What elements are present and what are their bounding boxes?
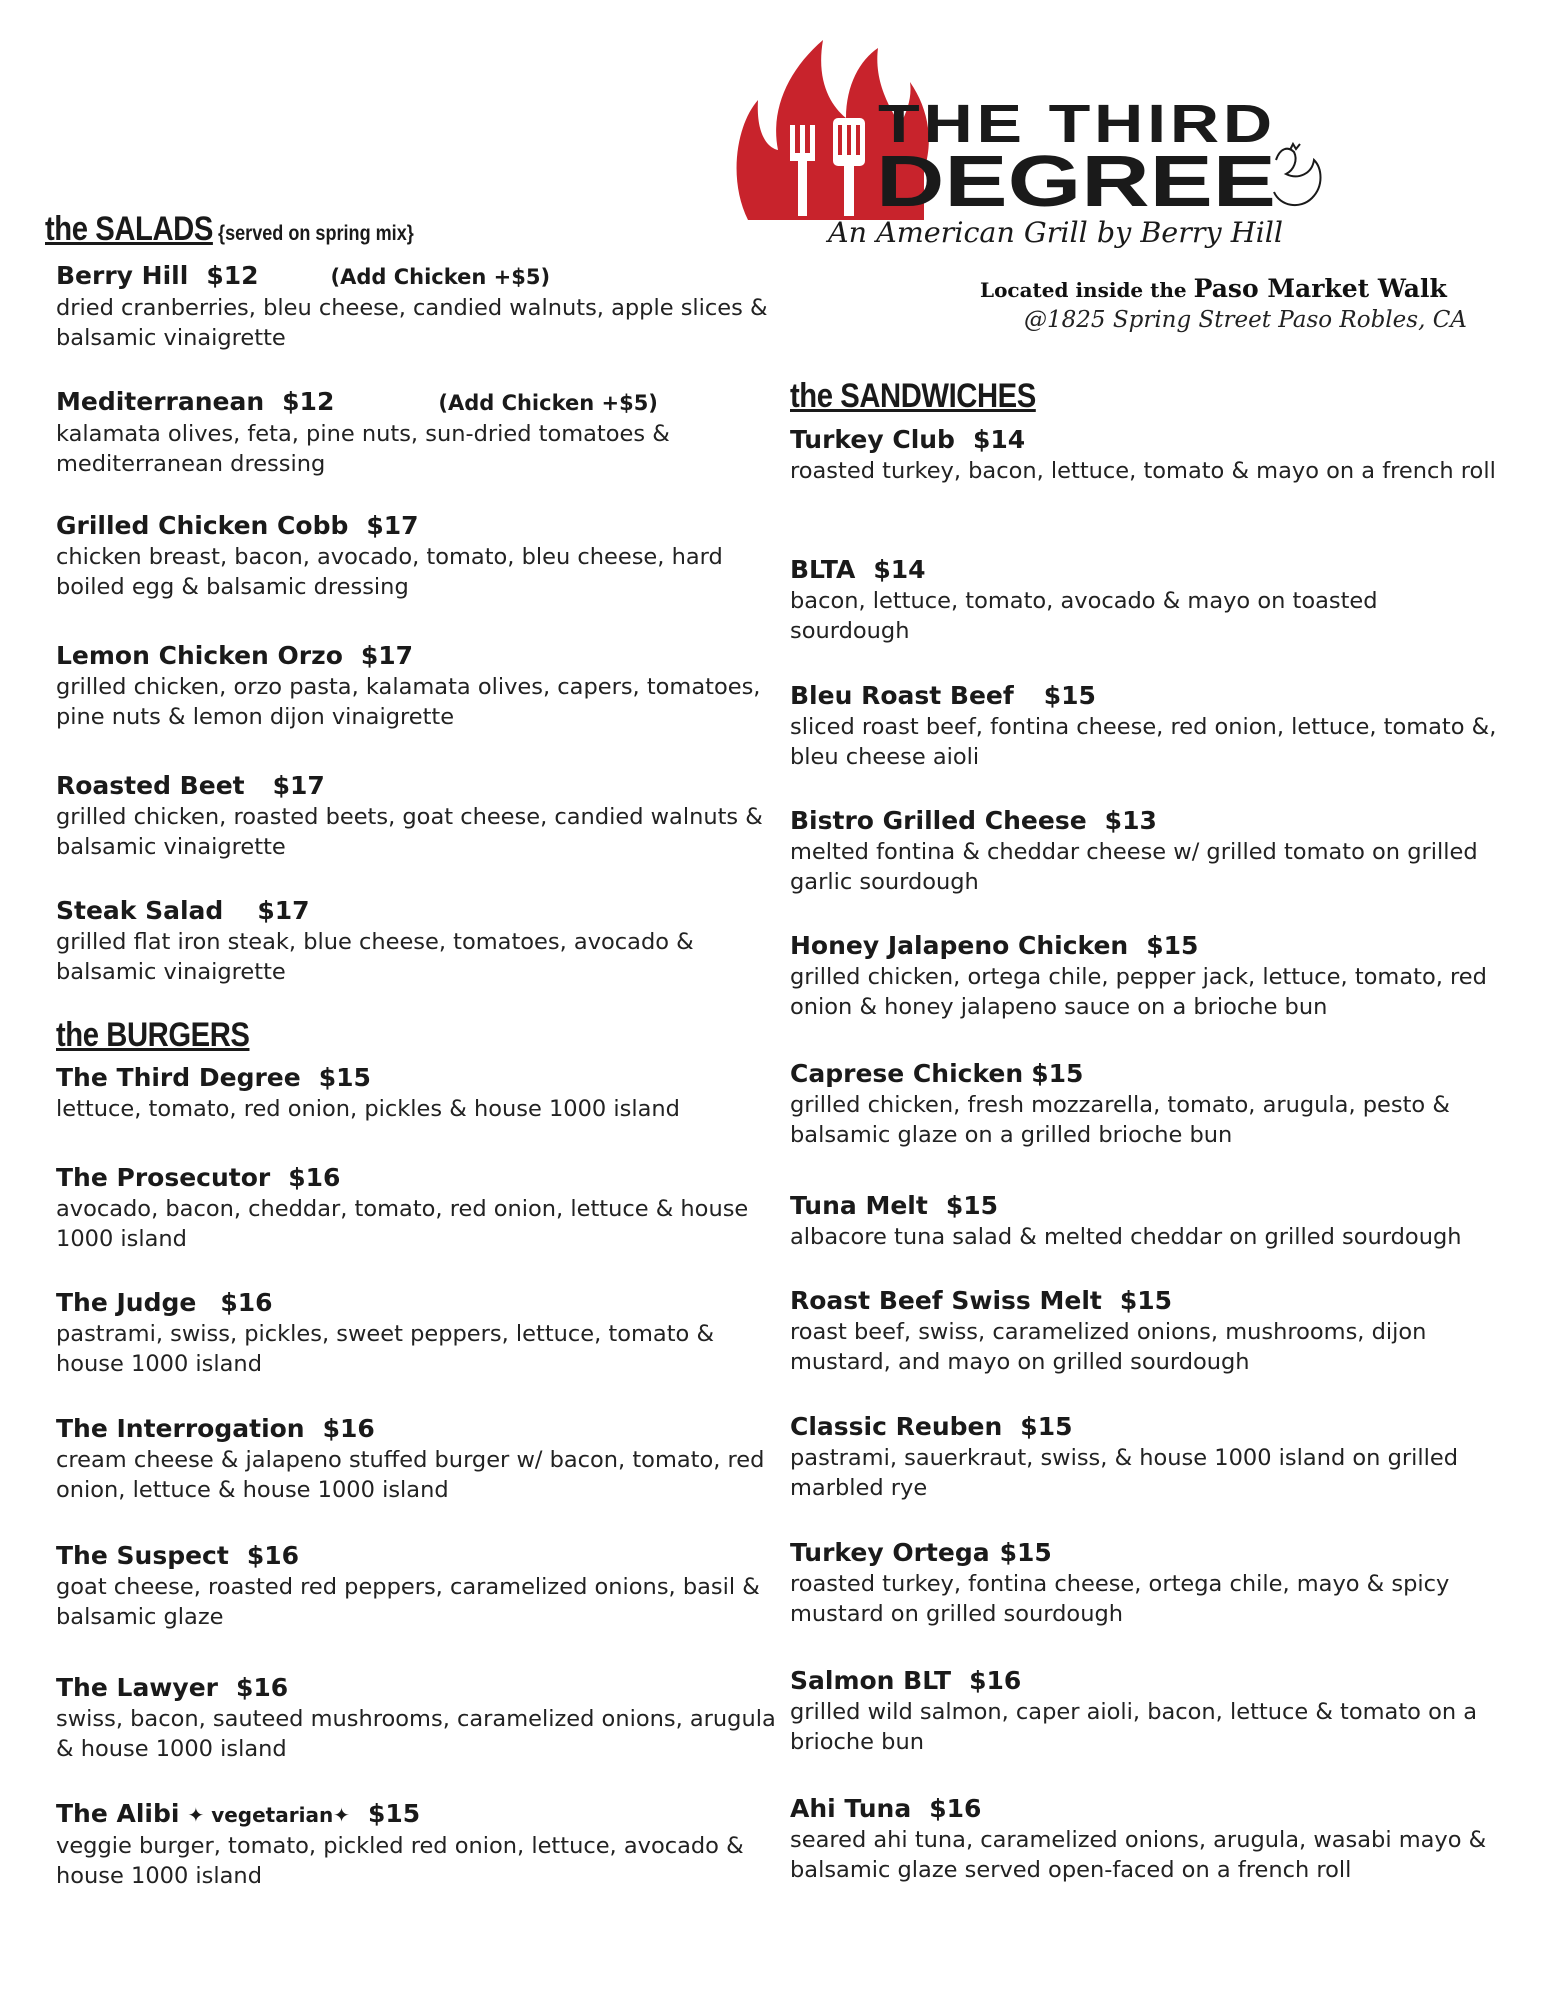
vegetarian-badge: ✦ vegetarian✦ [187,1803,350,1827]
rooster-icon [1274,144,1321,205]
item-name: The Lawyer [56,1673,218,1702]
item-name: Lemon Chicken Orzo [56,641,343,670]
item-price: $12 [282,387,335,416]
item-description: roasted turkey, bacon, lettuce, tomato & mayo on a french roll [790,458,1496,484]
menu-item [56,1798,781,1891]
menu-item [56,1413,781,1505]
item-description: pastrami, sauerkraut, swiss, & house 1000 island on grilled marbled rye [790,1445,1458,1501]
item-name: Tuna Melt [790,1191,928,1220]
item-price: $15 [1043,681,1096,710]
menu-item [56,1287,781,1379]
item-name: Roasted Beet [56,771,245,800]
venue-name: Paso Market Walk [1193,274,1447,303]
menu-item [56,260,781,353]
address: @1825 Spring Street Paso Robles, CA [1024,307,1467,333]
item-price: $16 [929,1794,982,1823]
item-price: $17 [257,896,310,925]
item-description: veggie burger, tomato, pickled red onion, lettuce, avocado & house 1000 island [56,1833,744,1889]
item-name: Honey Jalapeno Chicken [790,931,1129,960]
item-price: $14 [873,555,926,584]
menu-item [790,1411,1500,1503]
item-description: lettuce, tomato, red onion, pickles & house 1000 island [56,1096,680,1122]
item-name: The Suspect [56,1541,229,1570]
item-name: Turkey Ortega [790,1538,990,1567]
menu-item [790,1285,1500,1377]
item-description: grilled chicken, ortega chile, pepper jack, lettuce, tomato, red onion & honey jalapeno sauce on a brioche bun [790,964,1487,1020]
menu-item [790,680,1500,772]
item-description: grilled chicken, roasted beets, goat cheese, candied walnuts & balsamic vinaigrette [56,804,763,860]
menu-item [790,1665,1500,1757]
salads-heading [45,210,414,249]
item-price: $16 [288,1163,341,1192]
item-description: melted fontina & cheddar cheese w/ grilled tomato on grilled garlic sourdough [790,839,1478,895]
item-price: $16 [969,1666,1022,1695]
item-name: The Third Degree [56,1063,301,1092]
menu-item [56,895,781,987]
item-price: $12 [206,261,259,290]
item-description: roast beef, swiss, caramelized onions, mushrooms, dijon mustard, and mayo on grilled sourdough [790,1319,1427,1375]
item-description: albacore tuna salad & melted cheddar on grilled sourdough [790,1224,1462,1250]
salads-note: {served on spring mix} [218,222,414,245]
item-description: chicken breast, bacon, avocado, tomato, bleu cheese, hard boiled egg & balsamic dressing [56,544,723,600]
item-description: kalamata olives, feta, pine nuts, sun-dried tomatoes & mediterranean dressing [56,421,670,477]
item-price: $15 [367,1799,421,1828]
logo-name-line1: THE THIRD [878,94,1276,154]
item-addon: (Add Chicken +$5) [330,265,551,289]
item-addon: (Add Chicken +$5) [438,391,658,415]
item-price: $17 [360,641,414,670]
restaurant-logo [728,30,1328,260]
logo-tagline: An American Grill by Berry Hill [824,216,1283,249]
item-price: $14 [972,425,1026,454]
menu-item [790,1793,1500,1885]
menu-item [56,770,781,862]
item-name: Salmon BLT [790,1666,952,1695]
menu-item [790,1537,1500,1629]
salads-title: the SALADS [45,210,213,248]
item-description: dried cranberries, bleu cheese, candied walnuts, apple slices & balsamic vinaigrette [56,295,768,351]
item-name: Mediterranean [56,387,265,416]
menu-item [790,1190,1500,1252]
item-name: Steak Salad [56,896,224,925]
item-price: $15 [1119,1286,1173,1315]
item-name: Ahi Tuna [790,1794,912,1823]
item-name: The Judge [56,1288,197,1317]
item-description: grilled chicken, orzo pasta, kalamata olives, capers, tomatoes, pine nuts & lemon dijon vinaigrette [56,674,761,730]
item-name: Grilled Chicken Cobb [56,511,349,540]
item-name: Turkey Club [790,425,955,454]
menu-item [56,1062,781,1124]
item-price: $13 [1104,806,1157,835]
menu-item [790,554,1500,646]
menu-item [56,1540,781,1632]
menu-item [790,930,1500,1022]
item-price: $16 [246,1541,300,1570]
menu-item [790,1058,1500,1150]
item-description: roasted turkey, fontina cheese, ortega chile, mayo & spicy mustard on grilled sourdough [790,1571,1450,1627]
item-description: avocado, bacon, cheddar, tomato, red onion, lettuce & house 1000 island [56,1196,749,1252]
menu-item [790,424,1500,486]
menu-item [56,640,781,732]
item-description: seared ahi tuna, caramelized onions, arugula, wasabi mayo & balsamic glaze served open-faced on a french roll [790,1827,1487,1883]
item-name: Classic Reuben [790,1412,1003,1441]
item-price: $15 [1146,931,1199,960]
burgers-heading: the BURGERS [56,1016,250,1054]
item-price: $16 [220,1288,273,1317]
item-description: bacon, lettuce, tomato, avocado & mayo on toasted sourdough [790,588,1378,644]
item-name: BLTA [790,555,856,584]
item-description: pastrami, swiss, pickles, sweet peppers, lettuce, tomato & house 1000 island [56,1321,714,1377]
item-price: $16 [236,1673,289,1702]
menu-item [790,805,1500,897]
location-prefix: Located inside the [980,278,1187,302]
item-name: The Prosecutor [56,1163,271,1192]
item-description: grilled flat iron steak, blue cheese, tomatoes, avocado & balsamic vinaigrette [56,929,694,985]
item-description: swiss, bacon, sauteed mushrooms, caramelized onions, arugula & house 1000 island [56,1706,776,1762]
item-description: sliced roast beef, fontina cheese, red onion, lettuce, tomato &, bleu cheese aioli [790,714,1497,770]
item-name: The Interrogation [56,1414,305,1443]
menu-item [56,1672,781,1764]
item-price: $17 [366,511,419,540]
item-description: cream cheese & jalapeno stuffed burger w/ bacon, tomato, red onion, lettuce & house 1000 island [56,1447,765,1503]
item-description: goat cheese, roasted red peppers, caramelized onions, basil & balsamic glaze [56,1574,760,1630]
menu-item [56,1162,781,1254]
item-price: $15 [1020,1412,1073,1441]
item-name: Caprese Chicken [790,1059,1024,1088]
item-price: $15 [999,1538,1052,1567]
item-price: $16 [322,1414,375,1443]
item-name: The Alibi [56,1799,180,1828]
location-block [980,274,1467,333]
item-name: Bleu Roast Beef [790,681,1014,710]
item-price: $15 [945,1191,999,1220]
logo-name-line2: DEGREE [876,142,1276,222]
item-description: grilled chicken, fresh mozzarella, tomato, arugula, pesto & balsamic glaze on a grilled brioche bun [790,1092,1450,1148]
item-name: Berry Hill [56,261,189,290]
item-name: Roast Beef Swiss Melt [790,1286,1102,1315]
menu-item [56,386,781,479]
sandwiches-heading: the SANDWICHES [790,377,1036,415]
item-name: Bistro Grilled Cheese [790,806,1087,835]
item-price: $15 [1031,1059,1084,1088]
item-price: $15 [318,1063,371,1092]
item-description: grilled wild salmon, caper aioli, bacon, lettuce & tomato on a brioche bun [790,1699,1478,1755]
item-price: $17 [272,771,325,800]
location-line [980,274,1467,303]
menu-item [56,510,781,602]
